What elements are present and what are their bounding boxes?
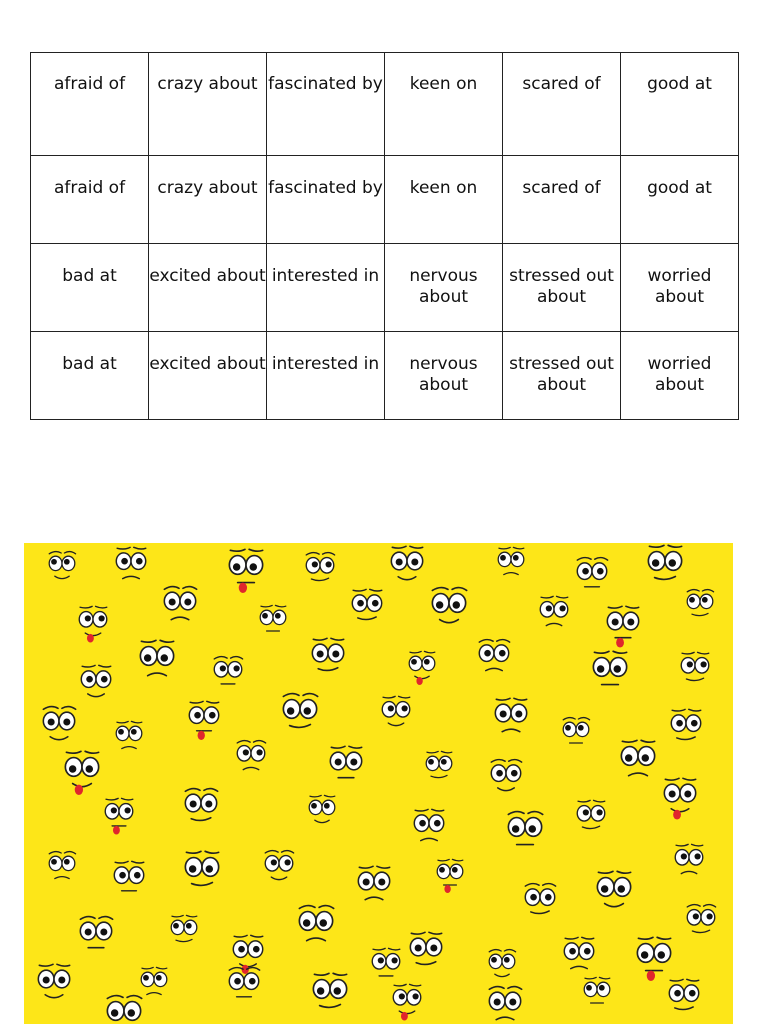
face-icon — [265, 851, 293, 880]
phrase-card: afraid of — [31, 156, 149, 244]
face-icon — [306, 553, 334, 581]
phrase-card: stressed out about — [503, 244, 621, 332]
face-icon — [577, 558, 607, 587]
face-icon — [607, 606, 638, 647]
face-icon — [525, 884, 555, 914]
face-icon — [597, 871, 630, 906]
face-icon — [309, 795, 335, 822]
face-icon — [49, 552, 75, 579]
phrase-card: excited about — [149, 244, 267, 332]
face-icon — [185, 789, 217, 821]
face-icon — [687, 905, 715, 933]
face-icon — [372, 948, 400, 976]
face-icon — [540, 596, 568, 625]
face-icon — [637, 937, 670, 981]
face-icon — [116, 721, 142, 748]
face-icon — [426, 751, 452, 777]
face-icon — [237, 741, 265, 770]
phrase-card: scared of — [503, 156, 621, 244]
phrase-card: good at — [621, 53, 739, 156]
phrase-card: crazy about — [149, 156, 267, 244]
face-icon — [584, 977, 610, 1003]
face-icon — [43, 707, 75, 740]
phrase-card: nervous about — [385, 332, 503, 420]
face-icon — [491, 760, 521, 791]
face-icon — [664, 778, 695, 819]
phrase-card: bad at — [31, 244, 149, 332]
table-row — [31, 332, 739, 420]
phrase-card: fascinated by — [267, 53, 385, 156]
phrase-card: bad at — [31, 332, 149, 420]
face-icon — [164, 587, 196, 620]
phrase-card: keen on — [385, 53, 503, 156]
face-icon — [621, 740, 654, 775]
face-icon — [189, 701, 218, 740]
cartoon-faces-icon — [24, 543, 733, 1024]
face-icon — [489, 987, 521, 1020]
face-icon — [669, 979, 698, 1009]
face-icon — [414, 809, 443, 840]
face-icon — [312, 638, 343, 670]
phrase-card: interested in — [267, 332, 385, 420]
phrase-card: excited about — [149, 332, 267, 420]
phrase-card: crazy about — [149, 53, 267, 156]
face-icon — [563, 718, 589, 743]
face-icon — [671, 709, 700, 739]
face-icon — [391, 546, 422, 579]
face-icon — [495, 698, 526, 731]
face-icon — [80, 917, 112, 948]
face-icon — [382, 696, 410, 725]
face-icon — [648, 545, 681, 579]
face-icon — [81, 665, 110, 696]
face-icon — [564, 937, 593, 968]
face-icon — [409, 651, 435, 685]
phrase-card: nervous about — [385, 244, 503, 332]
face-icon — [116, 547, 145, 578]
face-icon — [352, 589, 381, 619]
face-icon — [299, 906, 333, 941]
phrase-card: stressed out about — [503, 332, 621, 420]
face-icon — [508, 812, 542, 845]
face-icon — [107, 996, 141, 1024]
face-icon — [410, 932, 441, 964]
cartoon-faces-image — [24, 543, 733, 1024]
face-icon — [498, 547, 524, 574]
phrase-card: interested in — [267, 244, 385, 332]
face-icon — [681, 652, 709, 680]
face-icon — [171, 915, 197, 941]
phrase-card: good at — [621, 156, 739, 244]
face-icon — [675, 844, 703, 873]
phrase-card: worried about — [621, 332, 739, 420]
face-icon — [79, 606, 107, 642]
face-icon — [330, 746, 361, 777]
face-icon — [283, 694, 317, 728]
face-icon — [393, 984, 421, 1020]
face-icon — [313, 973, 346, 1007]
face-icon — [140, 640, 173, 675]
phrase-card: worried about — [621, 244, 739, 332]
face-icon — [229, 549, 262, 593]
face-icon — [577, 800, 605, 828]
face-icon — [38, 964, 69, 997]
face-icon — [437, 859, 463, 893]
phrase-card: afraid of — [31, 53, 149, 156]
face-icon — [687, 590, 713, 616]
face-icon — [489, 950, 515, 977]
face-icon — [214, 657, 242, 684]
face-icon — [105, 798, 133, 834]
phrase-card: scared of — [503, 53, 621, 156]
phrase-card: fascinated by — [267, 156, 385, 244]
face-icon — [479, 640, 509, 671]
face-icon — [65, 751, 98, 795]
face-icon — [593, 651, 626, 684]
face-icon — [260, 605, 286, 631]
table-row — [31, 156, 739, 244]
face-icon — [358, 866, 389, 899]
phrase-card-table — [30, 52, 739, 420]
face-icon — [185, 851, 218, 885]
face-icon — [432, 588, 466, 623]
face-icon — [114, 861, 143, 890]
table-row — [31, 244, 739, 332]
face-icon — [49, 852, 75, 879]
table-row — [31, 53, 739, 156]
face-icon — [141, 967, 167, 994]
phrase-card: keen on — [385, 156, 503, 244]
